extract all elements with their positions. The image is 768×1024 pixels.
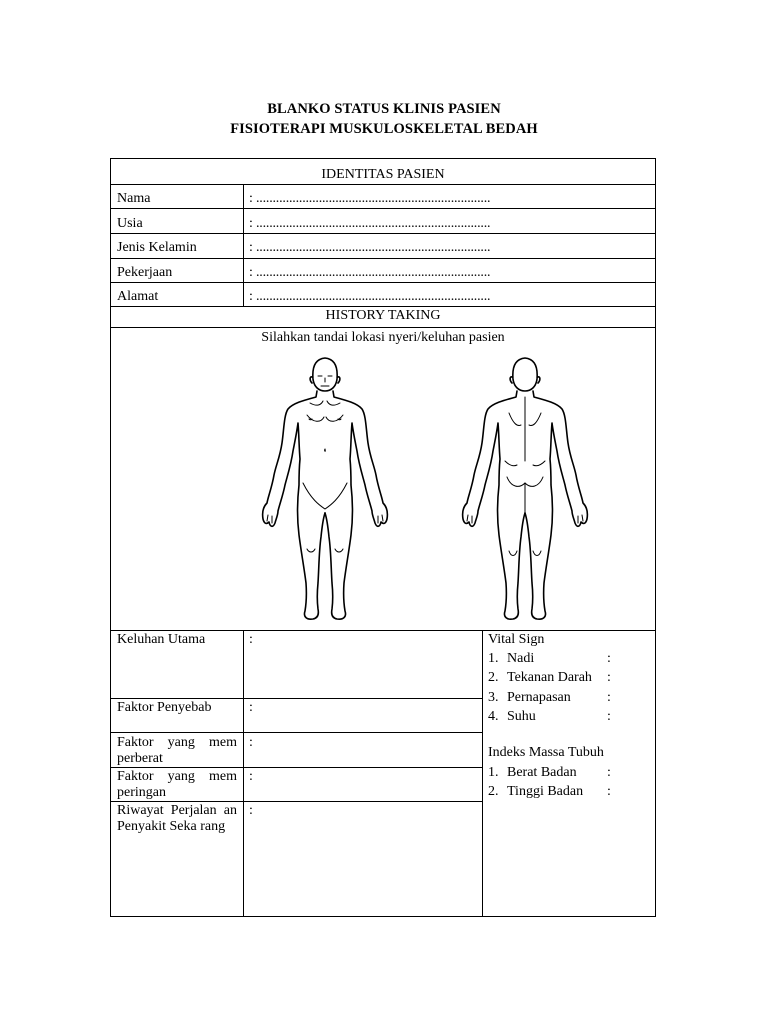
vital-sign-label-pernapasan: Pernapasan bbox=[507, 690, 571, 705]
vital-sign-input-tekanan-darah[interactable]: : bbox=[607, 670, 611, 685]
field-input-pekerjaan[interactable]: : ....................................................................... bbox=[249, 265, 491, 280]
history-header: HISTORY TAKING bbox=[325, 308, 441, 323]
patient-form bbox=[110, 158, 656, 917]
complaint-input-faktor-penyebab[interactable]: : bbox=[249, 700, 253, 715]
vital-sign-label-tekanan-darah: Tekanan Darah bbox=[507, 670, 592, 685]
field-label-jenis-kelamin: Jenis Kelamin bbox=[117, 240, 197, 255]
complaint-label-faktor-penyebab: Faktor Penyebab bbox=[117, 700, 212, 715]
vital-sign-input-suhu[interactable]: : bbox=[607, 709, 611, 724]
vital-sign-input-pernapasan[interactable]: : bbox=[607, 690, 611, 705]
complaint-label-faktor-memperingan: Faktor yang mem peringan bbox=[117, 769, 237, 800]
rule bbox=[111, 327, 655, 328]
bmi-input-tinggi-badan[interactable]: : bbox=[607, 784, 611, 799]
complaint-label-riwayat-penyakit: Riwayat Perjalan an Penyakit Seka rang bbox=[117, 803, 237, 834]
complaint-input-faktor-memperberat[interactable]: : bbox=[249, 735, 253, 750]
rule bbox=[111, 306, 655, 307]
bmi-input-berat-badan[interactable]: : bbox=[607, 765, 611, 780]
identity-header: IDENTITAS PASIEN bbox=[321, 167, 445, 182]
rule bbox=[111, 767, 483, 768]
complaint-input-faktor-memperingan[interactable]: : bbox=[249, 769, 253, 784]
bmi-header: Indeks Massa Tubuh bbox=[488, 745, 604, 760]
field-input-nama[interactable]: : ....................................................................... bbox=[249, 191, 491, 206]
field-label-alamat: Alamat bbox=[117, 289, 159, 304]
back-body-outline-icon[interactable] bbox=[455, 353, 595, 625]
column-divider bbox=[482, 630, 483, 917]
rule bbox=[111, 698, 483, 699]
column-divider bbox=[243, 184, 244, 307]
rule bbox=[111, 184, 655, 185]
bmi-number: 1. bbox=[488, 765, 499, 780]
vital-sign-number: 4. bbox=[488, 709, 499, 724]
vital-sign-number: 2. bbox=[488, 670, 499, 685]
rule bbox=[111, 282, 655, 283]
field-input-jenis-kelamin[interactable]: : ....................................................................... bbox=[249, 240, 491, 255]
bmi-label-berat-badan: Berat Badan bbox=[507, 765, 577, 780]
vital-sign-input-nadi[interactable]: : bbox=[607, 651, 611, 666]
complaint-input-riwayat-penyakit[interactable]: : bbox=[249, 803, 253, 818]
field-label-usia: Usia bbox=[117, 216, 143, 231]
vital-sign-number: 3. bbox=[488, 690, 499, 705]
rule bbox=[111, 233, 655, 234]
field-input-alamat[interactable]: : ....................................................................... bbox=[249, 289, 491, 304]
field-label-pekerjaan: Pekerjaan bbox=[117, 265, 173, 280]
field-input-usia[interactable]: : ....................................................................... bbox=[249, 216, 491, 231]
front-body-outline-icon[interactable] bbox=[255, 353, 395, 625]
column-divider bbox=[243, 630, 244, 917]
rule bbox=[111, 630, 655, 631]
vital-sign-label-suhu: Suhu bbox=[507, 709, 536, 724]
vital-sign-label-nadi: Nadi bbox=[507, 651, 535, 666]
complaint-input-keluhan-utama[interactable]: : bbox=[249, 632, 253, 647]
bmi-number: 2. bbox=[488, 784, 499, 799]
vital-sign-number: 1. bbox=[488, 651, 499, 666]
complaint-label-keluhan-utama: Keluhan Utama bbox=[117, 632, 206, 647]
rule bbox=[111, 732, 483, 733]
field-label-nama: Nama bbox=[117, 191, 151, 206]
rule bbox=[111, 208, 655, 209]
rule bbox=[111, 801, 483, 802]
form-subtitle: FISIOTERAPI MUSKULOSKELETAL BEDAH bbox=[230, 121, 538, 137]
form-title: BLANKO STATUS KLINIS PASIEN bbox=[267, 101, 501, 117]
vital-sign-header: Vital Sign bbox=[488, 632, 545, 647]
rule bbox=[111, 258, 655, 259]
complaint-label-faktor-memperberat: Faktor yang mem perberat bbox=[117, 735, 237, 766]
body-chart-instruction: Silahkan tandai lokasi nyeri/keluhan pasien bbox=[261, 330, 505, 345]
bmi-label-tinggi-badan: Tinggi Badan bbox=[507, 784, 584, 799]
